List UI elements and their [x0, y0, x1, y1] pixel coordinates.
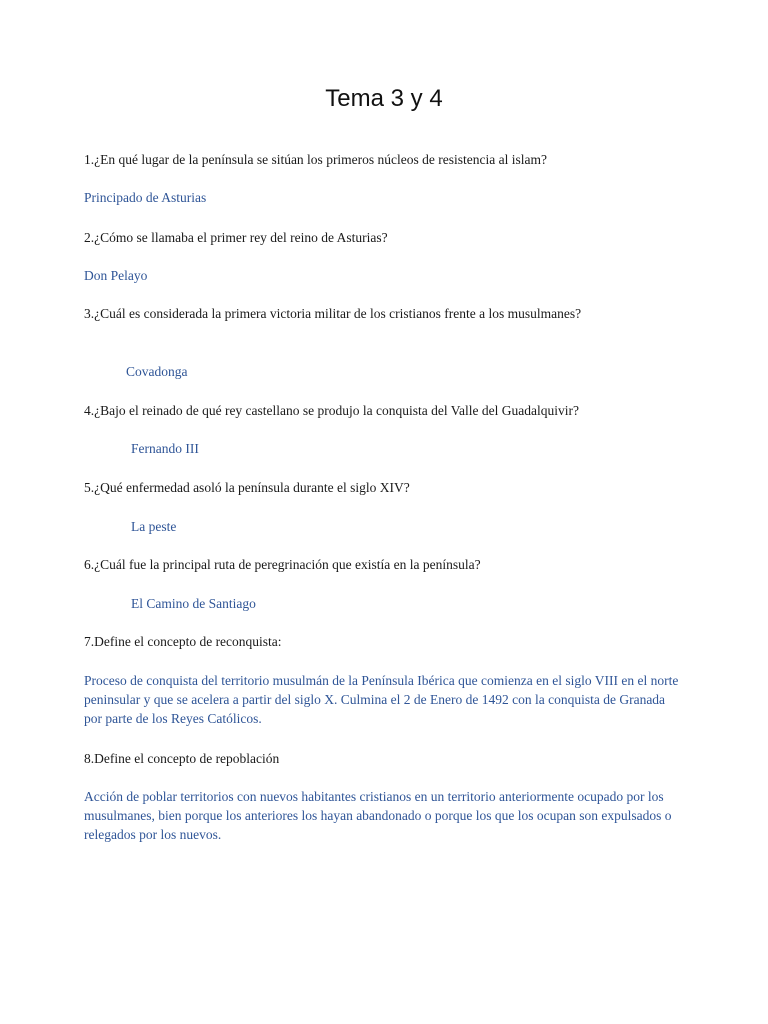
question-1: 1.¿En qué lugar de la península se sitúan los primeros núcleos de resistencia al islam?: [84, 152, 547, 167]
answer-2: Don Pelayo: [84, 268, 148, 283]
answer-4: Fernando III: [131, 441, 199, 456]
answer-1: Principado de Asturias: [84, 190, 207, 205]
question-5: 5.¿Qué enfermedad asoló la península durante el siglo XIV?: [84, 480, 410, 495]
question-4: 4.¿Bajo el reinado de qué rey castellano se produjo la conquista del Valle del Guadalquivir?: [84, 403, 579, 418]
question-7: 7.Define el concepto de reconquista:: [84, 634, 282, 649]
answer-8: Acción de poblar territorios con nuevos habitantes cristianos en un territorio anteriormente ocupado por los musulmanes, bien porque los anteriores los hayan abandonado o porque los que los ocupan son expulsados o relegados por los nuevos.: [84, 789, 672, 842]
answer-7: Proceso de conquista del territorio musulmán de la Península Ibérica que comienza en el siglo VIII en el norte peninsular y que se acelera a partir del siglo X. Culmina el 2 de Enero de 1492 con la conquista de Granada por parte de los Reyes Católicos.: [84, 673, 679, 726]
question-8: 8.Define el concepto de repoblación: [84, 751, 280, 766]
page-title: Tema 3 y 4: [325, 85, 443, 112]
answer-3: Covadonga: [126, 364, 188, 379]
question-3: 3.¿Cuál es considerada la primera victoria militar de los cristianos frente a los musulmanes?: [84, 306, 582, 321]
answer-5: La peste: [131, 519, 177, 534]
answer-6: El Camino de Santiago: [131, 596, 256, 611]
question-6: 6.¿Cuál fue la principal ruta de peregrinación que existía en la península?: [84, 557, 481, 572]
question-2: 2.¿Cómo se llamaba el primer rey del reino de Asturias?: [84, 230, 388, 245]
